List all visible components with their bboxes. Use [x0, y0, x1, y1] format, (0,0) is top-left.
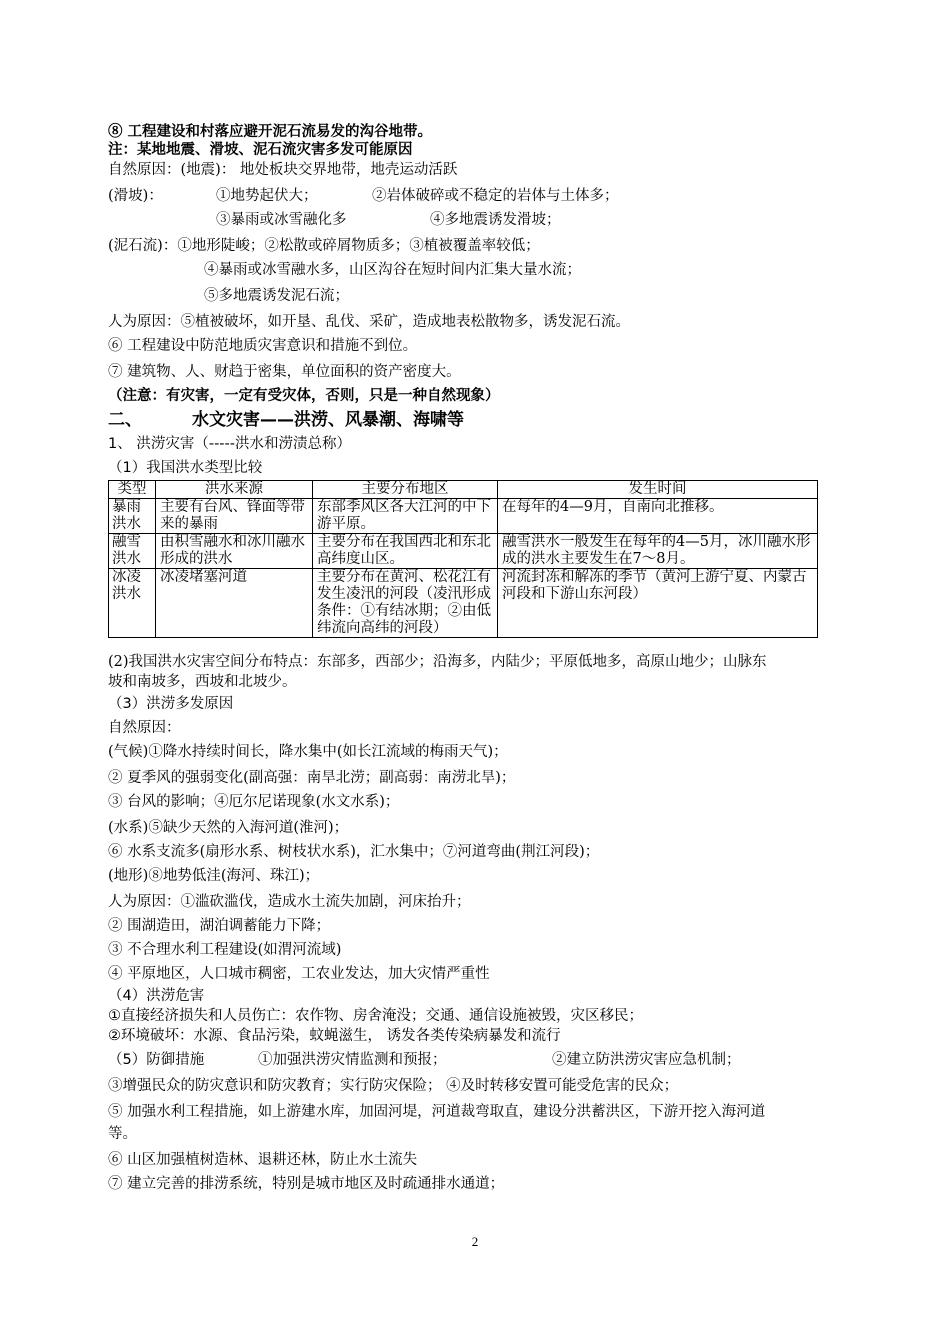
note-line: （注意：有灾害，一定有受灾体，否则，只是一种自然现象） — [108, 388, 500, 404]
text-line: ② 夏季风的强弱变化(副高强：南旱北涝；副高弱：南涝北旱)； — [108, 770, 516, 786]
text-line: ①加强洪涝灾情监测和预报； — [258, 1052, 447, 1068]
cell-source: 由积雪融水和冰川融水形成的洪水 — [156, 534, 313, 569]
text-line: ⑦ 建筑物、人、财趋于密集，单位面积的资产密度大。 — [108, 364, 461, 380]
text-line: 坡和南坡多，西坡和北坡少。 — [108, 674, 297, 690]
text-line: 等。 — [108, 1126, 137, 1142]
text-line: ②环境破坏：水源、食品污染，蚊蝇滋生， 诱发各类传染病暴发和流行 — [108, 1028, 561, 1044]
cell-region: 主要分布在黄河、松花江有发生凌汛的河段（凌汛形成条件：①有结冰期；②由低纬流向高纬的河段） — [313, 569, 498, 638]
section-number: 二、 — [108, 410, 142, 430]
subsection-title: （5）防御措施 — [108, 1052, 205, 1068]
text-line: ④ 平原地区，人口城市稠密，工农业发达，加大灾情严重性 — [108, 966, 490, 982]
text-line: (泥石流)：①地形陡峻；②松散或碎屑物质多；③植被覆盖率较低； — [108, 238, 540, 254]
table-caption: （1）我国洪水类型比较 — [108, 460, 263, 476]
subsection-title: （4）洪涝危害 — [108, 988, 205, 1004]
text-line: (气候)①降水持续时间长，降水集中(如长江流域的梅雨天气)； — [108, 744, 508, 760]
text-line: ⑤多地震诱发泥石流； — [204, 288, 349, 304]
text-line: ①地势起伏大； — [216, 188, 318, 204]
text-line: ③暴雨或冰雪融化多 — [216, 212, 347, 228]
text-line: 自然原因： — [108, 720, 181, 736]
text-line: ②建立防洪涝灾害应急机制； — [552, 1052, 741, 1068]
cell-time: 河流封冻和解冻的季节（黄河上游宁夏、内蒙古河段和下游山东河段） — [498, 569, 818, 638]
table-header-row — [109, 481, 818, 499]
cell-source: 冰凌堵塞河道 — [156, 569, 313, 638]
text-line: ⑤ 加强水利工程措施，如上游建水库，加固河堤，河道裁弯取直，建设分洪蓄洪区，下游开挖入海河道 — [108, 1104, 766, 1120]
text-line: ②岩体破碎或不稳定的岩体与土体多； — [372, 188, 619, 204]
text-line: ⑥ 山区加强植树造林、退耕还林，防止水土流失 — [108, 1152, 418, 1168]
header-time: 发生时间 — [498, 481, 818, 499]
cell-region: 东部季风区各大江河的中下游平原。 — [313, 499, 498, 534]
text-line: ③ 台风的影响；④厄尔尼诺现象(水文水系)； — [108, 794, 400, 810]
text-line: (2)我国洪水灾害空间分布特点：东部多，西部少；沿海多，内陆少；平原低地多，高原山地少；山脉东 — [108, 654, 767, 670]
table-row — [109, 499, 818, 534]
table-row — [109, 569, 818, 638]
flood-type-table — [108, 480, 818, 638]
text-line: ①直接经济损失和人员伤亡：农作物、房舍淹没；交通、通信设施被毁，灾区移民； — [108, 1008, 643, 1024]
text-line: ⑧ 工程建设和村落应避开泥石流易发的沟谷地带。 — [108, 123, 433, 140]
text-line: ⑥ 工程建设中防范地质灾害意识和措施不到位。 — [108, 338, 418, 354]
text-line: (滑坡)： — [108, 188, 163, 204]
cell-time: 融雪洪水一般发生在每年的4—5月，冰川融水形成的洪水主要发生在7～8月。 — [498, 534, 818, 569]
section-title: 水文灾害——洪涝、风暴潮、海啸等 — [192, 410, 464, 430]
cell-type: 融雪洪水 — [109, 534, 156, 569]
cell-source: 主要有台风、锋面等带来的暴雨 — [156, 499, 313, 534]
header-type: 类型 — [109, 481, 156, 499]
text-line: 自然原因：(地震)： 地处板块交界地带，地壳运动活跃 — [108, 162, 458, 178]
text-line: 人为原因：⑤植被破坏，如开垦、乱伐、采矿，造成地表松散物多，诱发泥石流。 — [108, 314, 630, 330]
text-line: ⑥ 水系支流多(扇形水系、树枝状水系)，汇水集中；⑦河道弯曲(荆江河段)； — [108, 844, 600, 860]
cell-region: 主要分布在我国西北和东北高纬度山区。 — [313, 534, 498, 569]
text-line: (地形)⑧地势低洼(海河、珠江)； — [108, 868, 320, 884]
text-line: ③增强民众的防灾意识和防灾教育；实行防灾保险； ④及时转移安置可能受危害的民众； — [108, 1078, 679, 1094]
header-region: 主要分布地区 — [313, 481, 498, 499]
text-line: 人为原因：①滥砍滥伐，造成水土流失加剧，河床抬升； — [108, 894, 471, 910]
text-line: (水系)⑤缺少天然的入海河道(淮河)； — [108, 820, 349, 836]
header-source: 洪水来源 — [156, 481, 313, 499]
text-line: ② 围湖造田，湖泊调蓄能力下降； — [108, 918, 331, 934]
note-heading: 注：某地地震、滑坡、泥石流灾害多发可能原因 — [108, 142, 413, 158]
subsection-title: （3）洪涝多发原因 — [108, 696, 234, 712]
cell-type: 冰凌洪水 — [109, 569, 156, 638]
subsection-title: 1、 洪涝灾害（-----洪水和涝渍总称） — [108, 436, 351, 452]
page-number: 2 — [471, 1234, 479, 1249]
text-line: ③ 不合理水利工程建设(如渭河流域) — [108, 942, 342, 958]
cell-time: 在每年的4—9月，自南向北推移。 — [498, 499, 818, 534]
cell-type: 暴雨洪水 — [109, 499, 156, 534]
text-line: ④多地震诱发滑坡； — [430, 212, 561, 228]
table-row — [109, 534, 818, 569]
text-line: ⑦ 建立完善的排涝系统，特别是城市地区及时疏通排水通道； — [108, 1176, 505, 1192]
text-line: ④暴雨或冰雪融水多，山区沟谷在短时间内汇集大量水流； — [204, 262, 581, 278]
